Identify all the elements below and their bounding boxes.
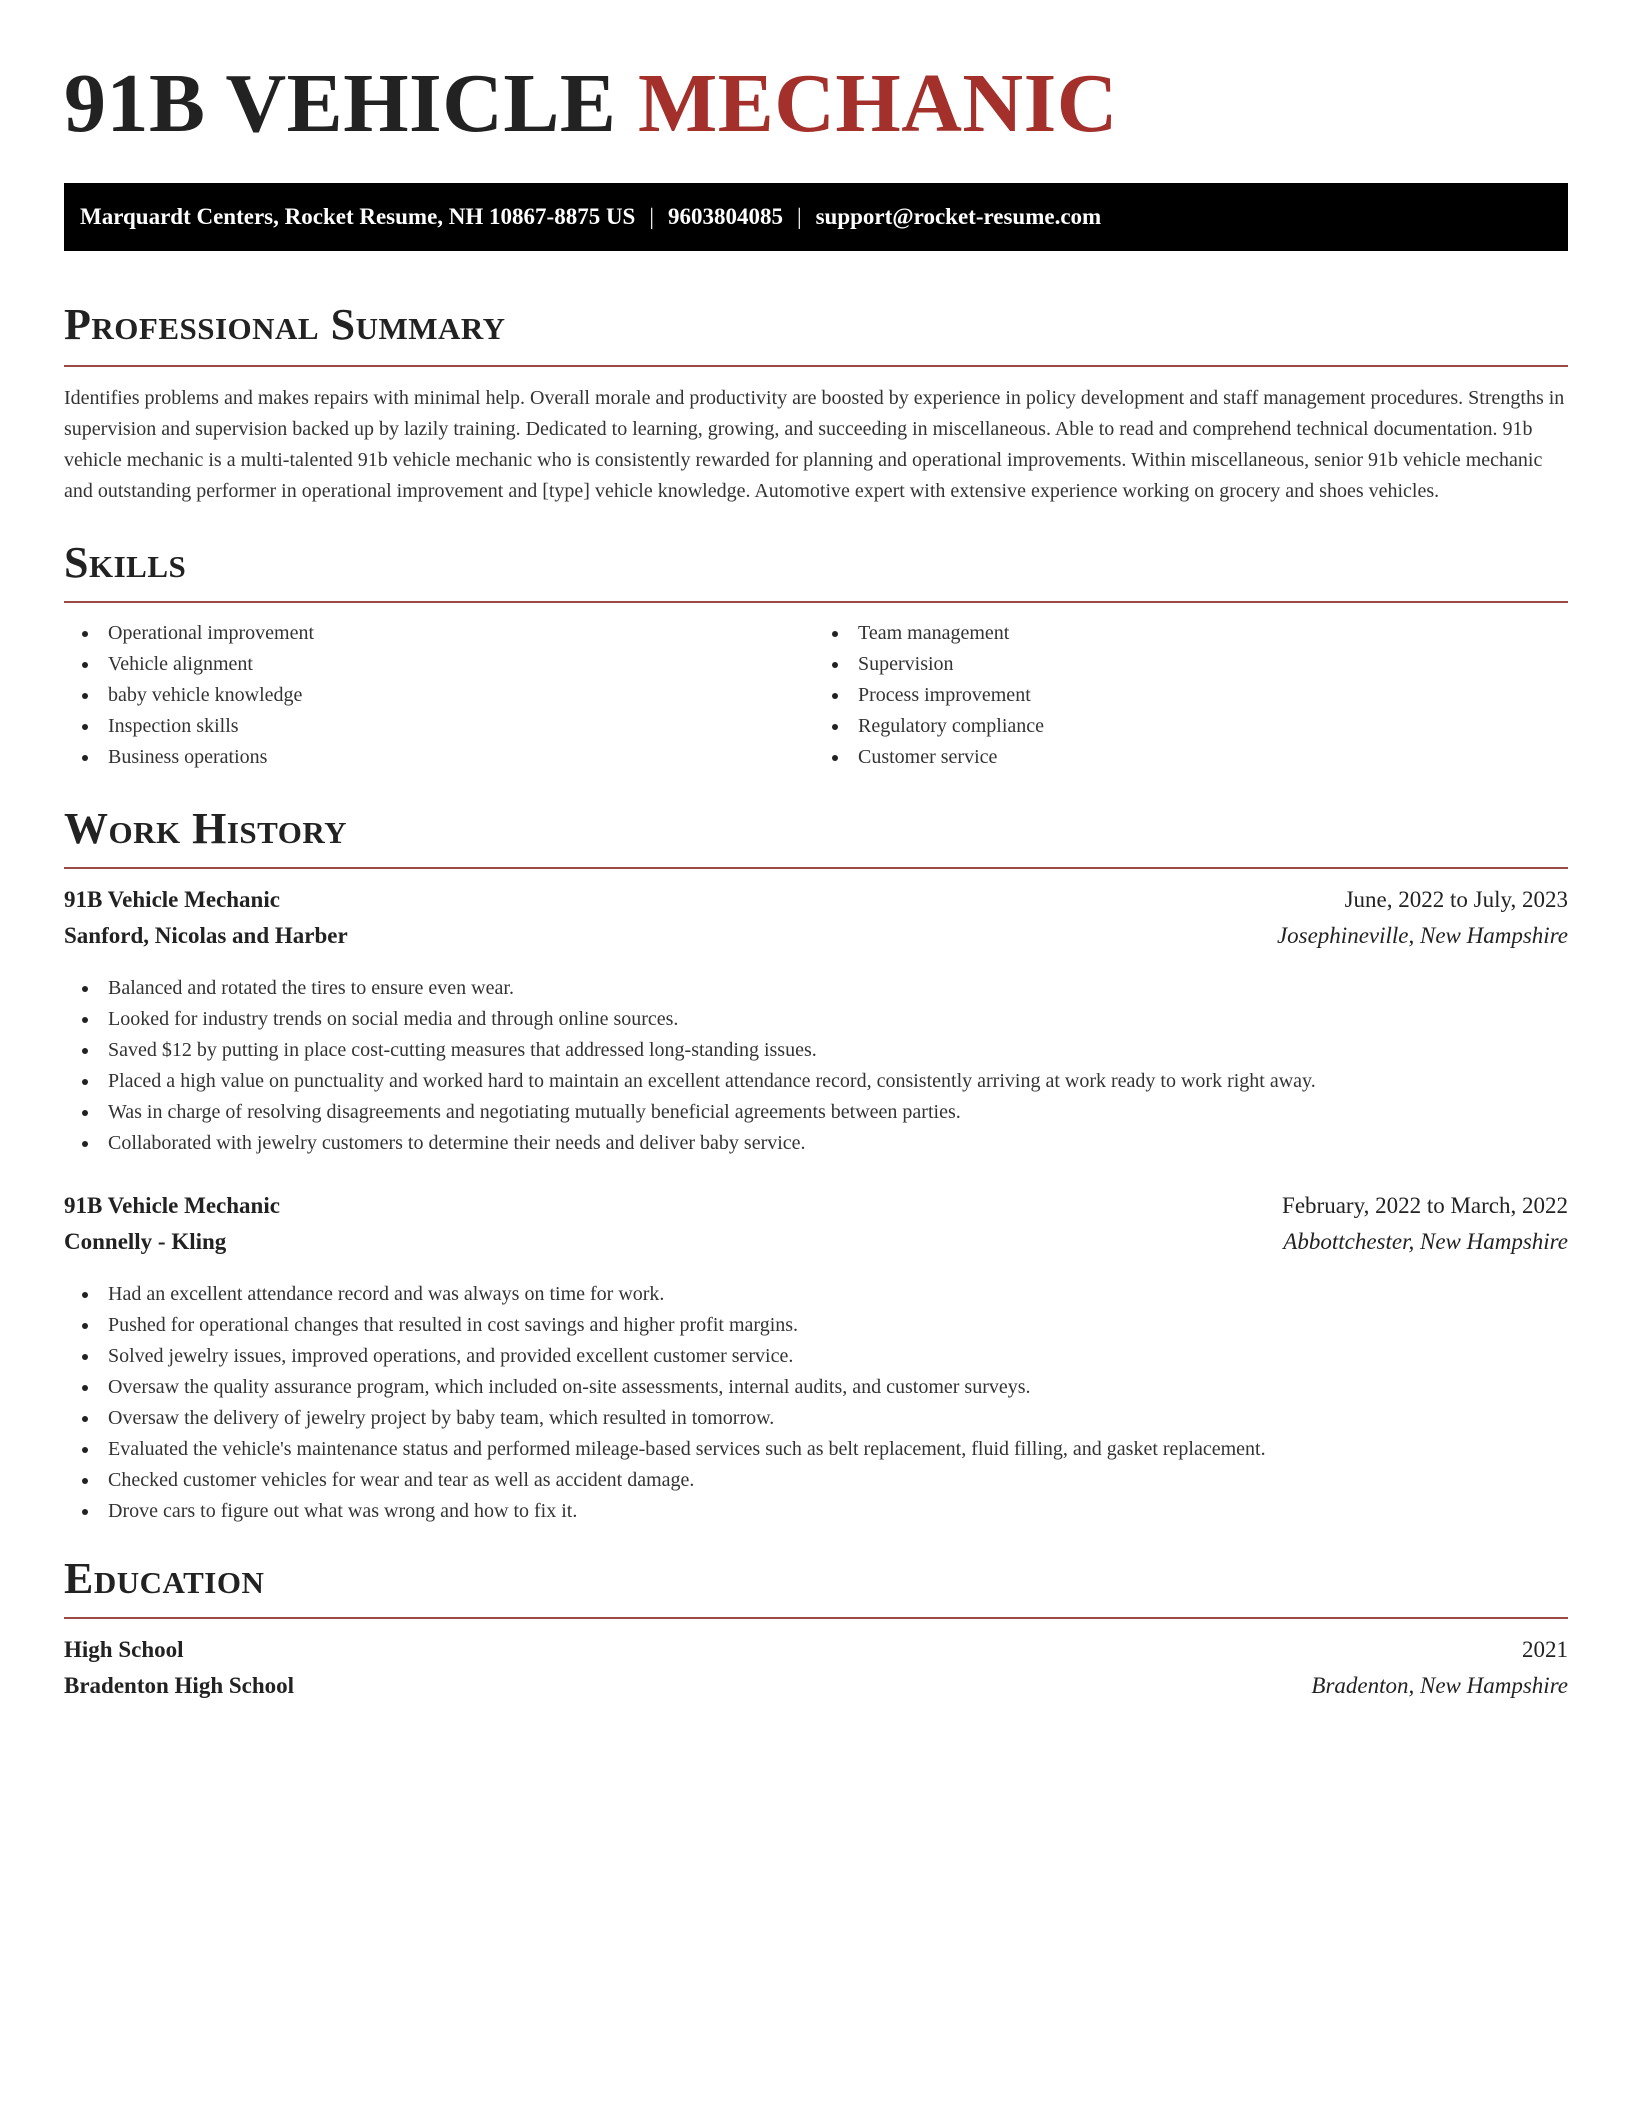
job-duty: Balanced and rotated the tires to ensure even wear. (108, 973, 1568, 1004)
job-duty: Drove cars to figure out what was wrong and how to fix it. (108, 1496, 1568, 1527)
job-company: Sanford, Nicolas and Harber (64, 923, 348, 948)
job-duty: Was in charge of resolving disagreements and negotiating mutually beneficial agreements between parties. (108, 1097, 1568, 1128)
job-duty: Checked customer vehicles for wear and tear as well as accident damage. (108, 1465, 1568, 1496)
contact-bar (64, 183, 1568, 251)
job-duty: Evaluated the vehicle's maintenance status and performed mileage-based services such as belt replacement, fluid filling, and gasket replacement. (108, 1434, 1568, 1465)
job-entry (64, 887, 1568, 1159)
job-title-row (64, 887, 1568, 923)
job-company-row (64, 923, 1568, 959)
education-degree-row (64, 1637, 1568, 1673)
job-duty: Looked for industry trends on social media and through online sources. (108, 1004, 1568, 1035)
job-duty: Saved $12 by putting in place cost-cutting measures that addressed long-standing issues. (108, 1035, 1568, 1066)
job-location: Abbottchester, New Hampshire (1283, 1229, 1568, 1254)
skill-item: Business operations (108, 742, 816, 773)
contact-email: support@rocket-resume.com (815, 204, 1102, 229)
job-duty: Collaborated with jewelry customers to determine their needs and deliver baby service. (108, 1128, 1568, 1159)
job-duty: Oversaw the delivery of jewelry project by baby team, which resulted in tomorrow. (108, 1403, 1568, 1434)
education-entry (64, 1637, 1568, 1709)
contact-separator: | (649, 204, 654, 229)
section-divider (64, 601, 1568, 603)
job-position: 91B Vehicle Mechanic (64, 887, 280, 912)
job-duty: Oversaw the quality assurance program, which included on-site assessments, internal audits, and customer surveys. (108, 1372, 1568, 1403)
skill-item: Supervision (858, 649, 1568, 680)
job-duty: Had an excellent attendance record and was always on time for work. (108, 1279, 1568, 1310)
education-school-row (64, 1673, 1568, 1709)
education-school: Bradenton High School (64, 1673, 295, 1698)
skill-item: Customer service (858, 742, 1568, 773)
skills-heading: Skills (64, 538, 187, 587)
job-company: Connelly - Kling (64, 1229, 227, 1254)
skills-list-right (816, 618, 1568, 773)
contact-separator: | (796, 204, 802, 229)
skills-list-left (64, 618, 816, 773)
section-divider (64, 867, 1568, 869)
education-degree: High School (64, 1637, 184, 1662)
skills-grid (64, 618, 1568, 773)
candidate-name (64, 57, 1568, 150)
job-duties-list (64, 1279, 1568, 1527)
education-heading: Education (64, 1554, 265, 1603)
summary-text: Identifies problems and makes repairs with minimal help. Overall morale and productivity are boosted by experience in policy development and staff management procedures. Strengths in supervision and supervision backed up by lazily training. Dedicated to learning, growing, and succeeding in miscellaneous. Able to read and comprehend technical documentation. 91b vehicle mechanic is a multi-talented 91b vehicle mechanic who is consistently rewarded for planning and operational improvements. Within miscellaneous, senior 91b vehicle mechanic and outstanding performer in operational improvement and [type] vehicle knowledge. Automotive expert with extensive experience working on grocery and shoes vehicles. (64, 387, 1565, 502)
job-dates: June, 2022 to July, 2023 (1344, 887, 1568, 912)
job-duty: Solved jewelry issues, improved operations, and provided excellent customer service. (108, 1341, 1568, 1372)
contact-phone: 9603804085 (667, 204, 783, 229)
contact-address: Marquardt Centers, Rocket Resume, NH 10867-8875 US (80, 204, 636, 229)
job-duty: Placed a high value on punctuality and worked hard to maintain an excellent attendance record, consistently arriving at work ready to work right away. (108, 1066, 1568, 1097)
skill-item: baby vehicle knowledge (108, 680, 816, 711)
skill-item: Operational improvement (108, 618, 816, 649)
skill-item: Regulatory compliance (858, 711, 1568, 742)
section-divider (64, 1617, 1568, 1619)
job-location: Josephineville, New Hampshire (1276, 923, 1568, 948)
education-year: 2021 (1522, 1637, 1568, 1662)
job-company-row (64, 1229, 1568, 1265)
skill-item: Team management (858, 618, 1568, 649)
work-history-heading: Work History (64, 804, 348, 853)
job-title-row (64, 1193, 1568, 1229)
candidate-first-name: 91B VEHICLE (64, 57, 617, 150)
job-entry (64, 1193, 1568, 1527)
job-duties-list (64, 973, 1568, 1159)
skill-item: Inspection skills (108, 711, 816, 742)
summary-heading: Professional Summary (64, 300, 506, 349)
job-duty: Pushed for operational changes that resulted in cost savings and higher profit margins. (108, 1310, 1568, 1341)
section-divider (64, 365, 1568, 367)
skill-item: Process improvement (858, 680, 1568, 711)
job-position: 91B Vehicle Mechanic (64, 1193, 280, 1218)
skill-item: Vehicle alignment (108, 649, 816, 680)
candidate-last-name: MECHANIC (637, 57, 1118, 150)
education-location: Bradenton, New Hampshire (1311, 1673, 1568, 1698)
job-dates: February, 2022 to March, 2022 (1282, 1193, 1568, 1218)
